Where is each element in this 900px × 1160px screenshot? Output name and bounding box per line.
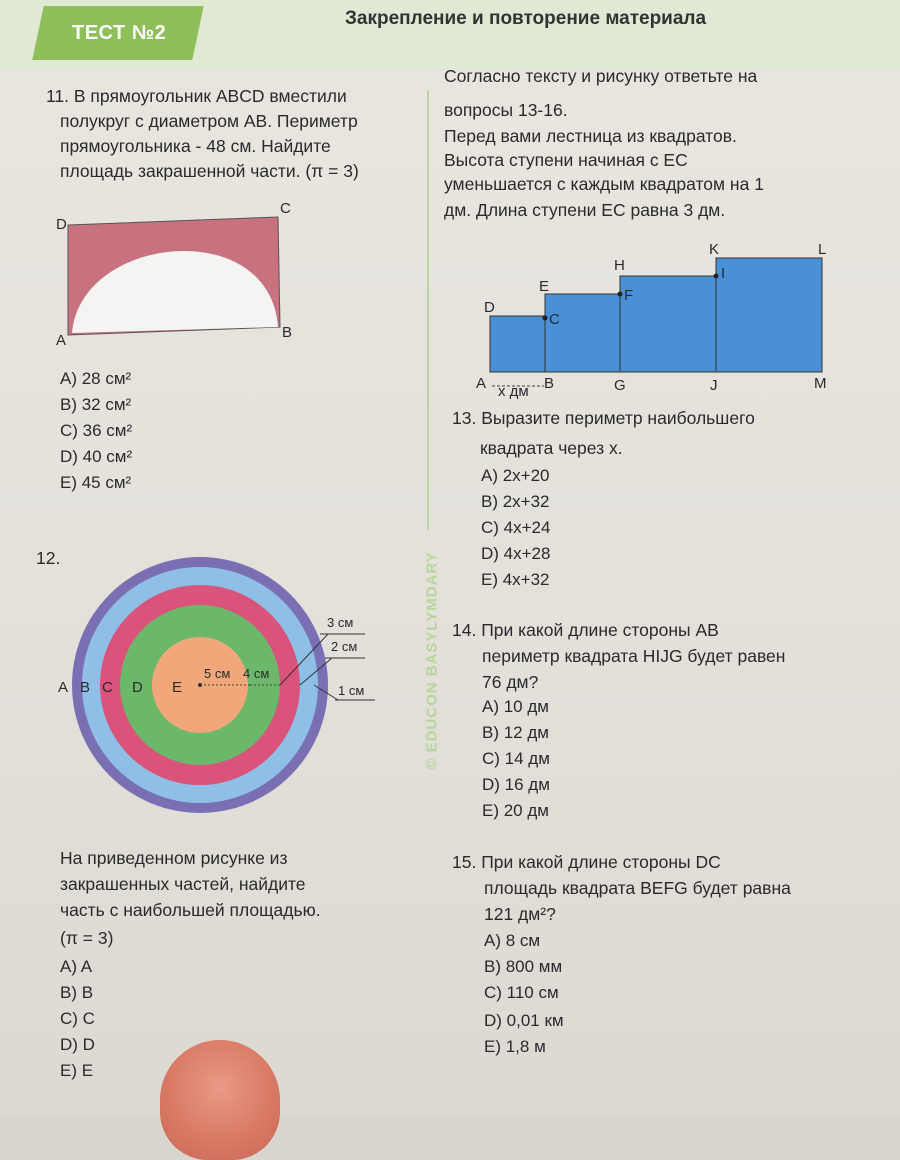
ring-label-e: E (172, 679, 183, 696)
q12-option-d[interactable]: D) D (60, 1035, 95, 1054)
intro-line-4: Высота ступени начиная с EC (444, 150, 688, 170)
q12-number: 12. (36, 548, 61, 568)
q14-line-3: 76 дм? (482, 672, 539, 692)
q15-option-d[interactable]: D) 0,01 км (484, 1011, 564, 1030)
point-c: C (280, 200, 291, 217)
q11-line-2: полукруг с диаметром AB. Периметр (60, 111, 358, 131)
stair-label-g: G (614, 377, 626, 394)
stair-label-c: C (549, 311, 560, 328)
intro-line-3: Перед вами лестница из квадратов. (444, 126, 737, 146)
watermark: © EDUCON BASYLYMDARY (423, 551, 441, 770)
q15-line-1: 15. При какой длине стороны DC (452, 852, 721, 872)
stair-label-i: I (721, 265, 726, 282)
q12-line-2: закрашенных частей, найдите (60, 874, 306, 894)
q13-line-1: 13. Выразите периметр наибольшего (452, 408, 755, 428)
q15-option-a[interactable]: A) 8 см (484, 931, 541, 950)
ring-label-c: C (102, 679, 113, 696)
q14-line-1: 14. При какой длине стороны AB (452, 620, 719, 640)
q11-option-c[interactable]: C) 36 см² (60, 421, 133, 440)
test-label: ТЕСТ №2 (72, 22, 167, 44)
q14-option-d[interactable]: D) 16 дм (482, 775, 550, 794)
q11-option-b[interactable]: B) 32 см² (60, 395, 132, 414)
intro-line-5: уменьшается с каждым квадратом на 1 (444, 174, 764, 194)
q12-line-1: На приведенном рисунке из (60, 848, 288, 868)
ring-label-b: B (80, 679, 91, 696)
q12-option-b[interactable]: B) B (60, 983, 94, 1002)
intro-line-2: вопросы 13-16. (444, 100, 568, 120)
stair-label-j: J (710, 377, 718, 394)
stair-label-l: L (818, 241, 827, 258)
q15-option-c[interactable]: C) 110 см (484, 983, 559, 1002)
q12-option-c[interactable]: C) C (60, 1009, 95, 1028)
q11-option-a[interactable]: A) 28 см² (60, 369, 132, 388)
dim-1cm: 1 см (338, 683, 365, 698)
section-title: Закрепление и повторение материала (345, 8, 707, 29)
q12-figure (40, 550, 380, 815)
q14-option-a[interactable]: A) 10 дм (482, 697, 549, 716)
intro-line-6: дм. Длина ступени EC равна 3 дм. (444, 200, 726, 220)
ab-length-label: x дм (498, 383, 529, 400)
column-divider (427, 90, 429, 530)
stair-label-h: H (614, 257, 625, 274)
stair-label-k: K (709, 241, 720, 258)
square-hijg (620, 276, 716, 372)
intro-line-1: Согласно тексту и рисунку ответьте на (444, 66, 758, 86)
q12-line-4: (π = 3) (60, 928, 114, 948)
point-b: B (282, 324, 293, 341)
dim-3cm: 3 см (327, 615, 354, 630)
dim-5cm: 5 см (204, 666, 231, 681)
q13-option-d[interactable]: D) 4x+28 (481, 544, 551, 563)
dim-4cm: 4 см (243, 666, 270, 681)
square-abcd (490, 316, 545, 372)
q13-line-2: квадрата через x. (480, 438, 623, 458)
finger-photo-artifact (160, 1040, 280, 1160)
q14-line-2: периметр квадрата HIJG будет равен (482, 646, 786, 666)
point-d: D (56, 216, 67, 233)
point-a: A (56, 332, 67, 349)
q11-option-d[interactable]: D) 40 см² (60, 447, 133, 466)
q13-option-b[interactable]: B) 2x+32 (481, 492, 550, 511)
q14-option-e[interactable]: E) 20 дм (482, 801, 549, 820)
q12-line-3: часть с наибольшей площадью. (60, 900, 321, 920)
stair-label-f: F (624, 287, 634, 304)
q11-figure (50, 195, 310, 355)
q15-line-2: площадь квадрата BEFG будет равна (484, 878, 791, 898)
q11-line-1: 11. В прямоугольник ABCD вместили (46, 86, 347, 106)
q11-line-4: площадь закрашенной части. (π = 3) (60, 161, 359, 181)
q12-option-e[interactable]: E) E (60, 1061, 94, 1080)
ring-label-d: D (132, 679, 143, 696)
square-klmj (716, 258, 822, 372)
q11-line-3: прямоугольника - 48 см. Найдите (60, 136, 331, 156)
dim-2cm: 2 см (331, 639, 358, 654)
stair-label-d: D (484, 299, 495, 316)
q14-option-c[interactable]: C) 14 дм (482, 749, 550, 768)
stair-label-e: E (539, 278, 550, 295)
q15-option-b[interactable]: B) 800 мм (484, 957, 563, 976)
q13-option-e[interactable]: E) 4x+32 (481, 570, 550, 589)
q13-option-c[interactable]: C) 4x+24 (481, 518, 551, 537)
stair-label-a: A (476, 375, 487, 392)
q14-option-b[interactable]: B) 12 дм (482, 723, 549, 742)
ring-label-a: A (58, 679, 69, 696)
stair-label-m: M (814, 375, 827, 392)
q15-option-e[interactable]: E) 1,8 м (484, 1037, 546, 1056)
staircase-figure (470, 236, 850, 402)
q12-option-a[interactable]: A) A (60, 957, 93, 976)
q11-option-e[interactable]: E) 45 см² (60, 473, 132, 492)
q13-option-a[interactable]: A) 2x+20 (481, 466, 550, 485)
stair-label-b: B (544, 375, 555, 392)
q15-line-3: 121 дм²? (484, 904, 556, 924)
square-befg (545, 294, 620, 372)
